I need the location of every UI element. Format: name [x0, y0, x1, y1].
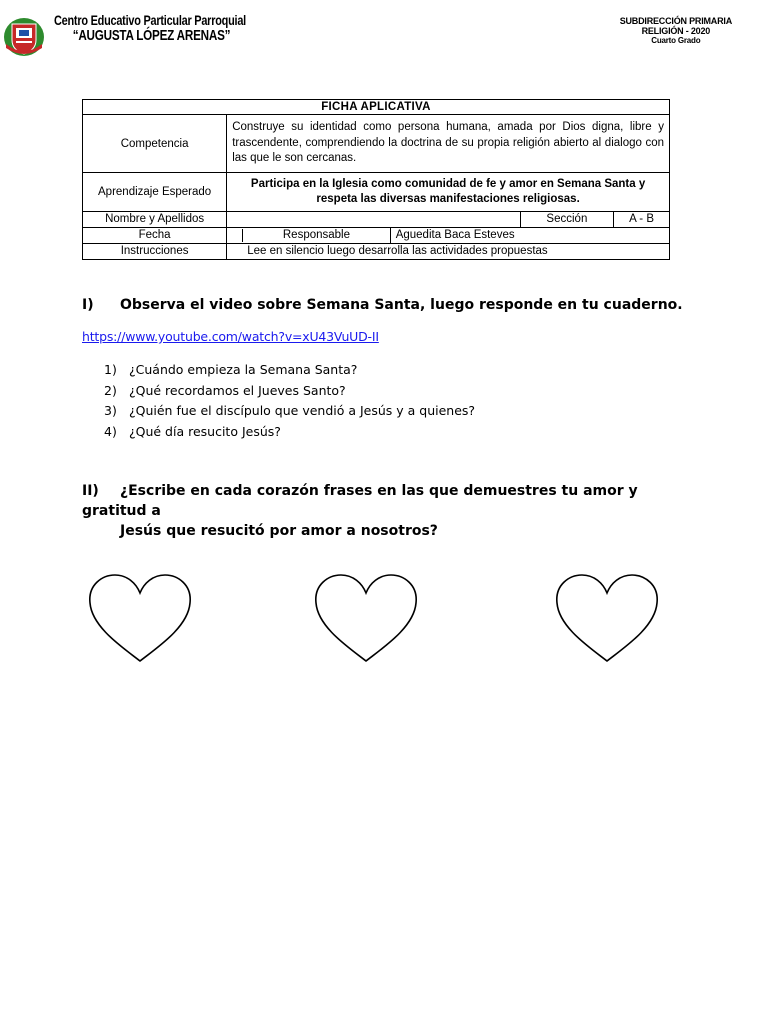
competencia-label: Competencia: [83, 115, 227, 173]
school-crest-icon: [2, 14, 46, 58]
aprendizaje-text: Participa en la Iglesia como comunidad de fe y amor en Semana Santa y respeta las diversas manifestaciones religiosas.: [227, 173, 670, 212]
heart-icon[interactable]: [82, 563, 198, 675]
question-number: 1): [104, 362, 117, 377]
seccion-value: A - B: [614, 212, 670, 228]
section-1-heading: [82, 297, 683, 313]
seccion-label: Sección: [520, 212, 613, 228]
question-item: [104, 422, 475, 443]
question-text: ¿Qué recordamos el Jueves Santo?: [129, 382, 346, 398]
fecha-value[interactable]: [227, 229, 243, 242]
section-2-heading-line1: ¿Escribe en cada corazón frases en las que demuestres tu amor y gratitud a: [82, 483, 638, 519]
fecha-label: Fecha: [83, 228, 227, 244]
youtube-link[interactable]: https://www.youtube.com/watch?v=xU43VuUD-II: [82, 329, 379, 344]
ficha-title: FICHA APLICATIVA: [83, 100, 670, 115]
subdirection-block: [620, 16, 732, 46]
section-1-number: I): [82, 297, 94, 313]
instrucciones-label: Instrucciones: [83, 244, 227, 260]
school-name-line1: Centro Educativo Particular Parroquial: [54, 12, 246, 28]
section-1-heading-text: Observa el video sobre Semana Santa, luego responde en tu cuaderno.: [120, 297, 683, 313]
instrucciones-value: Lee en silencio luego desarrolla las actividades propuestas: [227, 244, 670, 260]
school-name: [54, 12, 246, 44]
nombre-field[interactable]: [227, 212, 520, 228]
question-item: [104, 360, 475, 381]
subdirection-line1: SUBDIRECCIÓN PRIMARIA: [619, 16, 732, 26]
question-text: ¿Cuándo empieza la Semana Santa?: [129, 362, 358, 377]
question-item: [104, 401, 475, 422]
competencia-text: Construye su identidad como persona humana, amada por Dios digna, libre y trascendente, comprendiendo la doctrina de su propia religión abierto al dialogo con las que le son cercanas.: [227, 115, 670, 173]
question-number: 2): [104, 382, 117, 398]
section-2-number: II): [82, 483, 99, 499]
section-2-heading: [82, 481, 682, 541]
question-text: ¿Qué día resucito Jesús?: [129, 423, 281, 439]
responsable-label: Responsable: [282, 229, 351, 241]
subdirection-line3: Cuarto Grado: [651, 36, 701, 45]
question-number: 3): [104, 403, 117, 418]
question-list: [104, 360, 475, 442]
fecha-inner: [227, 229, 389, 242]
aprendizaje-label: Aprendizaje Esperado: [83, 173, 227, 212]
school-name-line2: “AUGUSTA LÓPEZ ARENAS”: [72, 27, 231, 44]
section-2-heading-line2: Jesús que resucitó por amor a nosotros?: [120, 523, 438, 539]
nombre-label: Nombre y Apellidos: [83, 212, 227, 228]
heart-icon[interactable]: [549, 563, 665, 675]
question-text: ¿Quién fue el discípulo que vendió a Jesús y a quienes?: [129, 403, 476, 418]
subdirection-line2: RELIGIÓN - 2020: [641, 26, 711, 36]
fecha-field[interactable]: [227, 228, 390, 244]
ficha-table: [82, 99, 670, 260]
question-number: 4): [104, 423, 117, 439]
heart-icon[interactable]: [308, 563, 424, 675]
question-item: [104, 381, 475, 402]
responsable-value: Aguedita Baca Esteves: [390, 228, 669, 244]
